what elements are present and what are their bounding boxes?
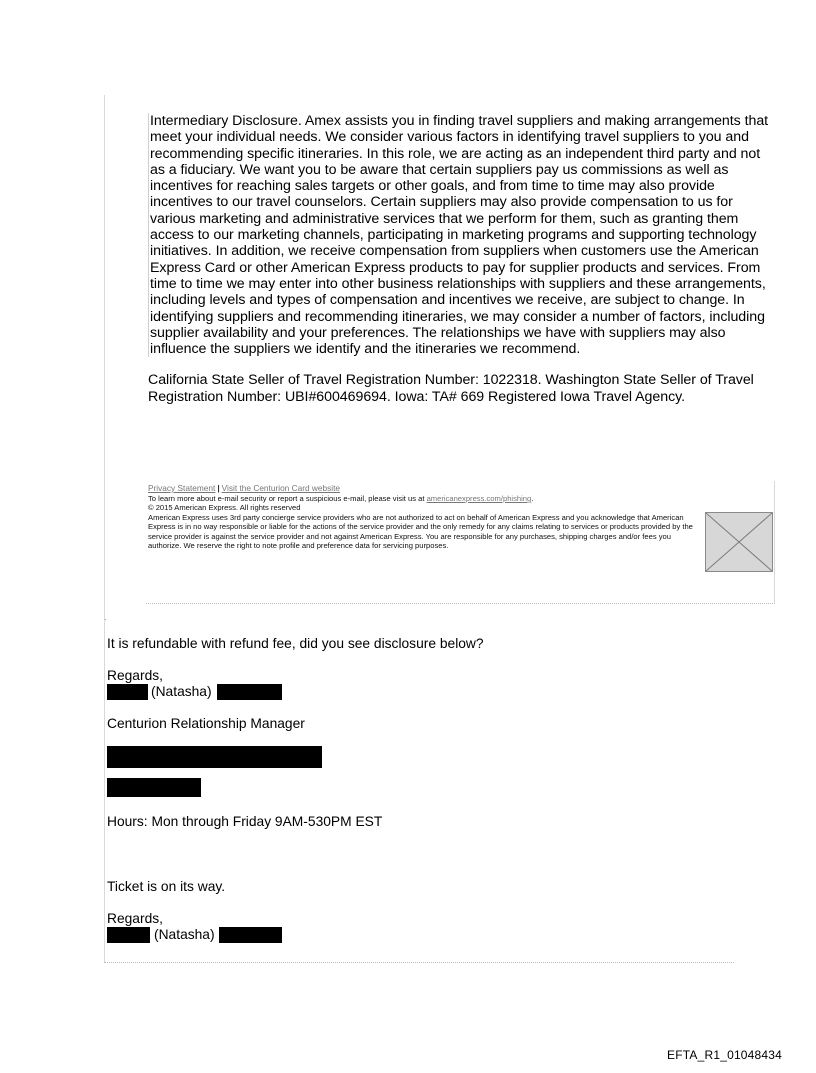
thread-quote-rule <box>104 95 105 963</box>
phishing-link[interactable]: americanexpress.com/phishing <box>426 494 532 503</box>
hours-line: Hours: Mon through Friday 9AM-530PM EST <box>107 814 383 829</box>
disclosure-paragraph: Intermediary Disclosure. Amex assists you in finding travel suppliers and making arrangements that meet your individual needs. We consider various factors in identifying travel suppliers to you and recommending specific itineraries. In this role, we are acting as an independent third party and not as a fiduciary. We want you to be aware that certain suppliers pay us commissions as well as incentives for reaching sales targets or other goals, and from time to time may also provide incentives to our travel counselors. Certain suppliers may also provide compensation to us for various marketing and administrative services that we perform for them, such as granting them access to our marketing channels, participating in marketing programs and supporting technology initiatives. In addition, we receive compensation from suppliers when customers use the American Express Card or other American Express products to pay for supplier products and services. From time to time we may enter into other business relationships with suppliers and these arrangements, including levels and types of compensation and incentives we receive, are subject to change. In identifying suppliers and recommending itineraries, we may consider a number of factors, including supplier availability and your preferences. The relationships we have with suppliers may also influence the suppliers we identify and the itineraries we recommend. <box>148 113 773 357</box>
signature-title: Centurion Relationship Manager <box>107 716 305 731</box>
email-footer <box>146 481 775 604</box>
centurion-card-link[interactable]: Visit the Centurion Card website <box>221 483 341 493</box>
legal-notice: American Express uses 3rd party concierge service providers who are not authorized to act on behalf of American Express and you acknowledge that American Express is in no way responsible or liable for the actions of the service provider and the only remedy for any claims relating to services or products provided by the service provider is against the service provider and not against American Express. You are responsible for any purchases, shipping charges and/or fees you authorize. We reserve the right to note profile and preference data for servicing purposes. <box>148 512 693 551</box>
redaction-contact-line-2 <box>107 778 201 797</box>
document-id: EFTA_R1_01048434 <box>667 1048 783 1062</box>
footer-body <box>148 494 700 550</box>
closing-1: Regards, <box>107 668 163 683</box>
redaction-contact-line-1 <box>107 746 322 768</box>
redaction-first-name-2 <box>107 927 150 943</box>
privacy-statement-link[interactable]: Privacy Statement <box>148 483 216 493</box>
signature-nickname-1: (Natasha) <box>151 684 212 699</box>
security-notice: To learn more about e-mail security or report a suspicious e-mail, please visit us at americanexpress.com/phishing. <box>148 494 534 503</box>
redaction-first-name-1 <box>107 684 148 700</box>
broken-image-placeholder-icon <box>705 512 773 572</box>
reply-message-1: It is refundable with refund fee, did you see disclosure below? <box>107 636 484 651</box>
intermediary-disclosure <box>148 113 778 405</box>
seller-of-travel-registration: California State Seller of Travel Registration Number: 1022318. Washington State Seller of Travel Registration Number: UBI#600469694. Iowa: TA# 669 Registered Iowa Travel Agency. <box>148 372 754 405</box>
signature-nickname-2: (Natasha) <box>154 927 215 942</box>
link-separator: | <box>217 483 220 493</box>
copyright: © 2015 American Express. All rights reserved <box>148 503 301 513</box>
closing-2: Regards, <box>107 911 163 926</box>
thread-bottom-rule <box>104 962 734 963</box>
stray-mark: . <box>104 612 107 622</box>
footer-links <box>148 483 340 493</box>
reply-message-2: Ticket is on its way. <box>107 879 226 894</box>
redaction-last-name-2 <box>219 927 282 943</box>
redaction-last-name-1 <box>217 684 282 700</box>
